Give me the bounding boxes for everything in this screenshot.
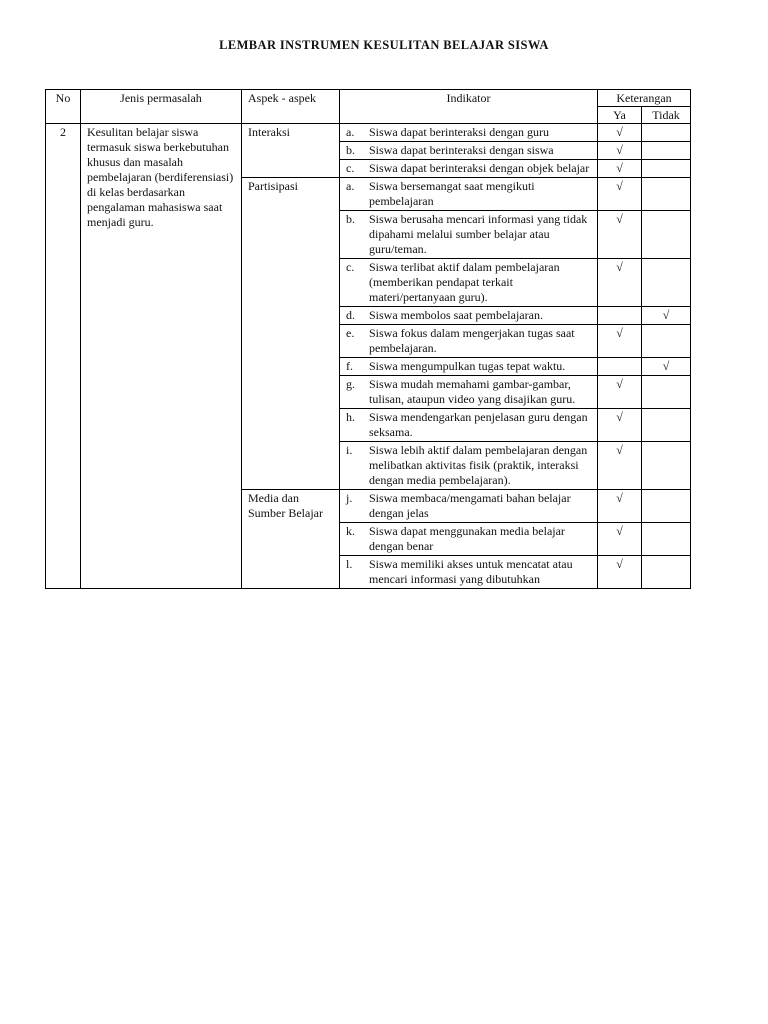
header-tidak: Tidak xyxy=(642,107,691,124)
indicator-cell xyxy=(340,523,598,556)
check-ya: √ xyxy=(598,376,642,409)
header-indikator: Indikator xyxy=(340,90,598,124)
check-ya xyxy=(598,307,642,325)
check-ya: √ xyxy=(598,259,642,307)
table-row xyxy=(46,124,691,142)
check-ya xyxy=(598,358,642,376)
check-ya: √ xyxy=(598,211,642,259)
check-ya: √ xyxy=(598,178,642,211)
indicator-text: Siswa dapat berinteraksi dengan objek belajar xyxy=(369,161,590,175)
check-tidak xyxy=(642,142,691,160)
indicator-cell xyxy=(340,442,598,490)
indicator-cell xyxy=(340,325,598,358)
indicator-letter: c. xyxy=(346,260,355,274)
indicator-letter: a. xyxy=(346,125,355,139)
indicator-letter: a. xyxy=(346,179,355,193)
check-tidak xyxy=(642,259,691,307)
indicator xyxy=(346,260,591,305)
indicator-letter: e. xyxy=(346,326,355,340)
indicator xyxy=(346,125,591,140)
indicator-letter: c. xyxy=(346,161,355,175)
check-tidak xyxy=(642,442,691,490)
aspect-name: Media dan Sumber Belajar xyxy=(242,490,340,589)
document-title: LEMBAR INSTRUMEN KESULITAN BELAJAR SISWA xyxy=(219,38,549,52)
indicator-cell xyxy=(340,556,598,589)
check-ya: √ xyxy=(598,142,642,160)
indicator-letter: k. xyxy=(346,524,355,538)
check-tidak xyxy=(642,556,691,589)
indicator-cell xyxy=(340,490,598,523)
check-ya: √ xyxy=(598,409,642,442)
row-number: 2 xyxy=(46,124,81,589)
header-aspek: Aspek - aspek xyxy=(242,90,340,124)
header-keterangan: Keterangan xyxy=(598,90,691,107)
header-row xyxy=(46,90,691,107)
check-tidak: √ xyxy=(642,358,691,376)
instrument-table xyxy=(45,89,691,589)
indicator-letter: j. xyxy=(346,491,353,505)
indicator-text: Siswa mendengarkan penjelasan guru dengan seksama. xyxy=(369,410,588,439)
indicator xyxy=(346,443,591,488)
indicator-letter: d. xyxy=(346,308,355,322)
indicator-cell xyxy=(340,142,598,160)
check-ya: √ xyxy=(598,523,642,556)
indicator-text: Siswa lebih aktif dalam pembelajaran dengan melibatkan aktivitas fisik (praktik, interaksi dengan media pembelajaran). xyxy=(369,443,588,487)
indicator-cell xyxy=(340,211,598,259)
check-tidak xyxy=(642,211,691,259)
check-ya: √ xyxy=(598,124,642,142)
indicator xyxy=(346,377,591,407)
indicator-text: Siswa mudah memahami gambar-gambar, tulisan, ataupun video yang disajikan guru. xyxy=(369,377,576,406)
indicator-text: Siswa dapat berinteraksi dengan siswa xyxy=(369,143,554,157)
indicator-letter: f. xyxy=(346,359,353,373)
indicator xyxy=(346,410,591,440)
indicator-cell xyxy=(340,124,598,142)
indicator xyxy=(346,179,591,209)
check-tidak xyxy=(642,325,691,358)
check-tidak xyxy=(642,376,691,409)
indicator-text: Siswa dapat menggunakan media belajar dengan benar xyxy=(369,524,565,553)
indicator-cell xyxy=(340,409,598,442)
aspect-name: Partisipasi xyxy=(242,178,340,490)
check-tidak xyxy=(642,160,691,178)
indicator-text: Siswa mengumpulkan tugas tepat waktu. xyxy=(369,359,566,373)
indicator-cell xyxy=(340,376,598,409)
indicator-text: Siswa fokus dalam mengerjakan tugas saat pembelajaran. xyxy=(369,326,575,355)
check-ya: √ xyxy=(598,325,642,358)
indicator-letter: g. xyxy=(346,377,355,391)
indicator-text: Siswa memiliki akses untuk mencatat atau mencari informasi yang dibutuhkan xyxy=(369,557,573,586)
indicator xyxy=(346,491,591,521)
header-no: No xyxy=(46,90,81,124)
indicator-letter: i. xyxy=(346,443,353,457)
indicator xyxy=(346,308,591,323)
indicator xyxy=(346,212,591,257)
check-tidak xyxy=(642,490,691,523)
check-tidak: √ xyxy=(642,307,691,325)
indicator-cell xyxy=(340,259,598,307)
check-tidak xyxy=(642,124,691,142)
header-ya: Ya xyxy=(598,107,642,124)
check-ya: √ xyxy=(598,556,642,589)
check-ya: √ xyxy=(598,490,642,523)
table-body xyxy=(46,124,691,589)
indicator-letter: l. xyxy=(346,557,353,571)
indicator-text: Siswa membaca/mengamati bahan belajar dengan jelas xyxy=(369,491,571,520)
header-jenis: Jenis permasalah xyxy=(81,90,242,124)
check-ya: √ xyxy=(598,442,642,490)
indicator-cell xyxy=(340,178,598,211)
check-ya: √ xyxy=(598,160,642,178)
indicator xyxy=(346,359,591,374)
indicator-letter: b. xyxy=(346,143,355,157)
check-tidak xyxy=(642,409,691,442)
indicator-text: Siswa terlibat aktif dalam pembelajaran (memberikan pendapat terkait materi/pertanyaan guru). xyxy=(369,260,560,304)
indicator-letter: h. xyxy=(346,410,355,424)
check-tidak xyxy=(642,523,691,556)
indicator-text: Siswa berusaha mencari informasi yang tidak dipahami melalui sumber belajar atau guru/teman. xyxy=(369,212,588,256)
indicator-cell xyxy=(340,307,598,325)
indicator xyxy=(346,557,591,587)
indicator-text: Siswa bersemangat saat mengikuti pembelajaran xyxy=(369,179,535,208)
indicator-letter: b. xyxy=(346,212,355,226)
indicator xyxy=(346,524,591,554)
indicator-text: Siswa dapat berinteraksi dengan guru xyxy=(369,125,549,139)
jenis-permasalah: Kesulitan belajar siswa termasuk siswa berkebutuhan khusus dan masalah pembelajaran (berdiferensiasi) di kelas berdasarkan pengalaman mahasiswa saat menjadi guru. xyxy=(81,124,242,589)
check-tidak xyxy=(642,178,691,211)
indicator-text: Siswa membolos saat pembelajaran. xyxy=(369,308,543,322)
indicator-cell xyxy=(340,160,598,178)
indicator xyxy=(346,161,591,176)
indicator xyxy=(346,326,591,356)
indicator xyxy=(346,143,591,158)
aspect-name: Interaksi xyxy=(242,124,340,178)
indicator-cell xyxy=(340,358,598,376)
